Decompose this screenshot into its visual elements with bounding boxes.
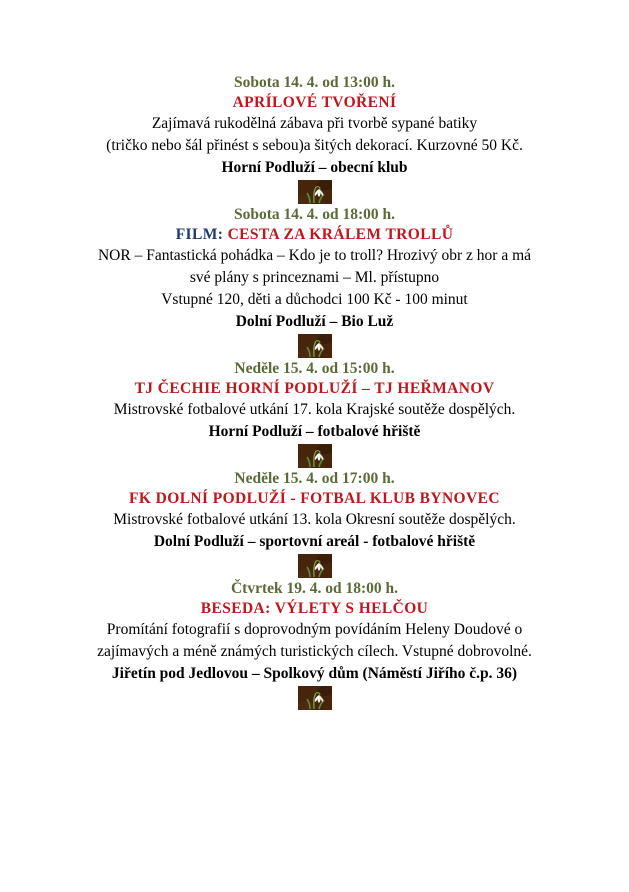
- event-date: Sobota 14. 4. od 13:00 h.: [233, 74, 396, 91]
- event-title-text: CESTA ZA KRÁLEM TROLLŮ: [227, 226, 454, 243]
- event-item-2: [0, 205, 629, 358]
- event-description-line: Mistrovské fotbalové utkání 13. kola Okresní soutěže dospělých.: [113, 511, 516, 528]
- event-place: Dolní Podluží – Bio Luž: [235, 313, 394, 330]
- event-date: Čtvrtek 19. 4. od 18:00 h.: [230, 580, 399, 597]
- event-description-line: zajímavých a méně známých turistických cílech. Vstupné dobrovolné.: [97, 643, 532, 660]
- event-title: [0, 225, 629, 245]
- event-description-line: Mistrovské fotbalové utkání 17. kola Krajské soutěže dospělých.: [113, 401, 516, 418]
- snowdrop-flower-icon: [298, 334, 332, 358]
- event-title-prefix: FILM:: [175, 226, 228, 243]
- event-place: Dolní Podluží – sportovní areál - fotbalové hřiště: [153, 533, 476, 550]
- event-title: BESEDA: VÝLETY S HELČOU: [200, 600, 429, 617]
- event-title: APRÍLOVÉ TVOŘENÍ: [232, 94, 397, 111]
- event-item-4: [0, 469, 629, 578]
- event-title: FK DOLNÍ PODLUŽÍ - FOTBAL KLUB BYNOVEC: [129, 490, 500, 507]
- snowdrop-flower-icon: [298, 444, 332, 468]
- event-title: TJ ČECHIE HORNÍ PODLUŽÍ – TJ HEŘMANOV: [134, 380, 495, 397]
- event-description-line: své plány s princeznami – Ml. přístupno: [189, 269, 440, 286]
- event-date: Sobota 14. 4. od 18:00 h.: [233, 206, 396, 223]
- event-place: Jiřetín pod Jedlovou – Spolkový dům (Náměstí Jiřího č.p. 36): [111, 665, 518, 682]
- event-description-line: NOR – Fantastická pohádka – Kdo je to troll? Hrozivý obr z hor a má: [97, 247, 532, 264]
- event-item-1: [0, 73, 629, 204]
- event-date: Neděle 15. 4. od 17:00 h.: [234, 470, 395, 487]
- event-description-line: (tričko nebo šál přinést s sebou)a šitých dekorací. Kurzovné 50 Kč.: [106, 137, 523, 154]
- snowdrop-flower-icon: [298, 686, 332, 710]
- event-list: [0, 73, 629, 711]
- event-place: Horní Podluží – obecní klub: [221, 159, 408, 176]
- event-description-line: Zajímavá rukodělná zábava při tvorbě sypané batiky: [151, 115, 478, 132]
- snowdrop-flower-icon: [298, 554, 332, 578]
- event-description-line: Vstupné 120, děti a důchodci 100 Kč - 100 minut: [161, 291, 468, 308]
- event-date: Neděle 15. 4. od 15:00 h.: [234, 360, 395, 377]
- event-item-5: [0, 579, 629, 710]
- event-item-3: [0, 359, 629, 468]
- snowdrop-flower-icon: [298, 180, 332, 204]
- event-place: Horní Podluží – fotbalové hřiště: [208, 423, 421, 440]
- event-description-line: Promítání fotografií s doprovodným povídáním Heleny Doudové o: [106, 621, 523, 638]
